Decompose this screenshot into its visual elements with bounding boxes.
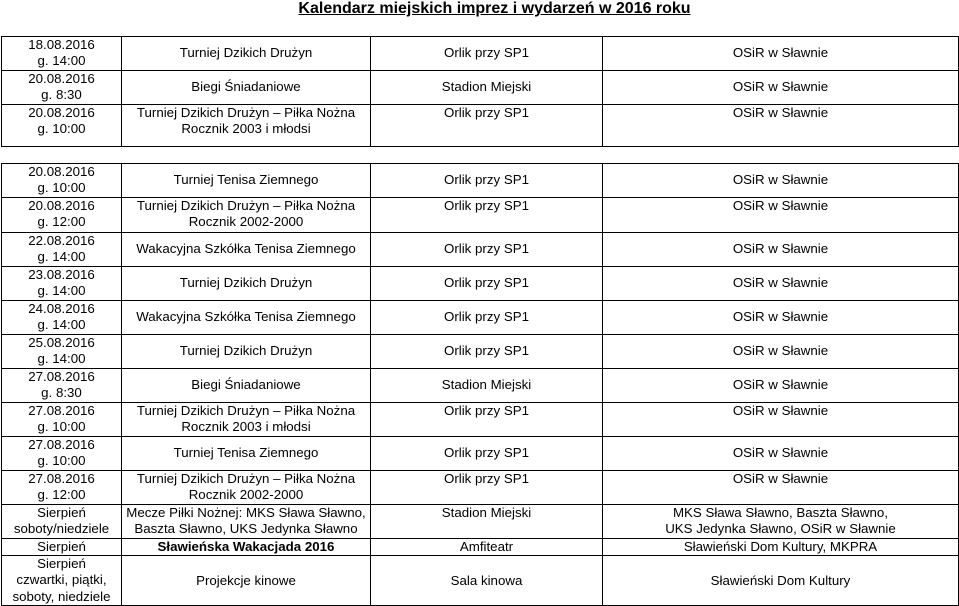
event-organizer: OSiR w Sławnie <box>732 105 829 120</box>
event-organizer: Sławieński Dom Kultury <box>710 572 851 588</box>
date-cell <box>2 471 122 505</box>
event-organizer-cell <box>603 233 959 267</box>
event-name: Biegi Śniadaniowe <box>191 377 301 393</box>
event-date: 24.08.2016 <box>28 301 95 316</box>
event-place: Orlik przy SP1 <box>444 105 529 120</box>
event-date: Sierpień <box>37 556 86 572</box>
event-name-cell <box>122 471 371 505</box>
event-name-cell <box>122 164 371 198</box>
event-name: Turniej Dzikich Drużyn – Piłka Nożna <box>136 471 356 486</box>
event-name: Baszta Sławno, UKS Jedynka Sławno <box>134 521 358 537</box>
date-cell <box>2 335 122 369</box>
event-name: Projekcje kinowe <box>196 572 296 588</box>
event-place-cell <box>371 267 603 301</box>
event-place: Orlik przy SP1 <box>444 309 529 325</box>
event-organizer: OSiR w Sławnie <box>732 343 829 359</box>
event-date: 18.08.2016 <box>28 37 95 52</box>
event-time: g. 14:00 <box>37 283 86 299</box>
event-name-cell <box>122 505 371 539</box>
event-place-cell <box>371 505 603 539</box>
group-spacer <box>2 147 959 164</box>
event-name-cell <box>122 556 371 606</box>
event-time: g. 14:00 <box>37 53 86 69</box>
date-cell <box>2 37 122 71</box>
table-row <box>2 301 959 335</box>
event-organizer-cell <box>603 164 959 198</box>
event-organizer: OSiR w Sławnie <box>732 241 829 257</box>
events-group-1 <box>2 37 959 147</box>
event-time: g. 10:00 <box>37 453 86 469</box>
date-cell <box>2 301 122 335</box>
event-name: Turniej Dzikich Drużyn – Piłka Nożna <box>136 403 356 418</box>
page-title: Kalendarz miejskich imprez i wydarzeń w 2016 roku <box>298 0 691 17</box>
table-row <box>2 403 959 437</box>
event-organizer-cell <box>603 471 959 505</box>
event-name-cell <box>122 437 371 471</box>
event-name: Turniej Dzikich Drużyn <box>179 45 313 61</box>
event-time: g. 12:00 <box>37 487 86 503</box>
table-row <box>2 164 959 198</box>
event-name: Rocznik 2003 i młodsi <box>181 121 311 137</box>
event-time: soboty, niedziele <box>12 588 111 604</box>
date-cell <box>2 198 122 233</box>
table-row <box>2 369 959 403</box>
event-place-cell <box>371 71 603 105</box>
event-place: Amfiteatr <box>459 539 514 554</box>
event-organizer-cell <box>603 105 959 147</box>
event-date: Sierpień <box>37 505 86 520</box>
table-row <box>2 105 959 147</box>
event-place: Orlik przy SP1 <box>444 45 529 61</box>
event-place-cell <box>371 233 603 267</box>
event-name-cell <box>122 105 371 147</box>
event-name-cell <box>122 233 371 267</box>
date-cell <box>2 505 122 539</box>
event-organizer: MKS Sława Sławno, Baszta Sławno, <box>672 505 889 520</box>
event-name: Turniej Dzikich Drużyn – Piłka Nożna <box>136 198 356 213</box>
event-name: Turniej Tenisa Ziemnego <box>173 172 319 188</box>
event-place: Sala kinowa <box>450 572 523 588</box>
event-date: 27.08.2016 <box>28 369 95 384</box>
event-place: Orlik przy SP1 <box>444 172 529 188</box>
event-organizer: OSiR w Sławnie <box>732 198 829 213</box>
event-date: Sierpień <box>37 539 86 554</box>
event-organizer: UKS Jedynka Sławno, OSiR w Sławnie <box>665 521 896 537</box>
event-place: Orlik przy SP1 <box>444 198 529 213</box>
event-organizer: OSiR w Sławnie <box>732 377 829 393</box>
event-organizer-cell <box>603 403 959 437</box>
event-name: Rocznik 2002-2000 <box>188 214 304 230</box>
event-name: Biegi Śniadaniowe <box>191 79 301 95</box>
event-place-cell <box>371 437 603 471</box>
table-row <box>2 198 959 233</box>
event-organizer-cell <box>603 505 959 539</box>
event-place-cell <box>371 403 603 437</box>
table-row <box>2 539 959 556</box>
event-name: Rocznik 2002-2000 <box>188 487 304 503</box>
event-organizer-cell <box>603 267 959 301</box>
event-name: Turniej Dzikich Drużyn – Piłka Nożna <box>136 105 356 120</box>
spacer-row <box>2 147 959 164</box>
date-cell <box>2 403 122 437</box>
date-cell <box>2 233 122 267</box>
event-name-cell <box>122 37 371 71</box>
table-row <box>2 437 959 471</box>
date-cell <box>2 164 122 198</box>
event-place-cell <box>371 105 603 147</box>
event-name-cell <box>122 403 371 437</box>
event-organizer-cell <box>603 556 959 606</box>
event-place: Stadion Miejski <box>441 505 532 520</box>
event-date: 27.08.2016 <box>28 437 95 452</box>
event-place-cell <box>371 539 603 556</box>
event-place-cell <box>371 301 603 335</box>
event-place-cell <box>371 335 603 369</box>
event-place-cell <box>371 37 603 71</box>
event-organizer-cell <box>603 71 959 105</box>
event-organizer-cell <box>603 539 959 556</box>
event-organizer: OSiR w Sławnie <box>732 79 829 95</box>
event-date: 27.08.2016 <box>28 403 95 418</box>
event-date: 20.08.2016 <box>28 198 95 213</box>
table-row <box>2 505 959 539</box>
event-organizer-cell <box>603 437 959 471</box>
table-row <box>2 267 959 301</box>
event-name-cell <box>122 71 371 105</box>
date-cell <box>2 105 122 147</box>
event-name: Wakacyjna Szkółka Tenisa Ziemnego <box>136 241 356 257</box>
event-organizer: OSiR w Sławnie <box>732 471 829 486</box>
event-time: g. 14:00 <box>37 249 86 265</box>
event-place-cell <box>371 369 603 403</box>
event-time: g. 14:00 <box>37 351 86 367</box>
event-time: g. 8:30 <box>41 385 82 401</box>
event-organizer: OSiR w Sławnie <box>732 45 829 61</box>
date-cell <box>2 556 122 606</box>
event-name: Wakacyjna Szkółka Tenisa Ziemnego <box>136 309 356 325</box>
event-time: g. 10:00 <box>37 419 86 435</box>
event-time: czwartki, piątki, <box>16 572 107 588</box>
event-name-cell <box>122 267 371 301</box>
event-place: Orlik przy SP1 <box>444 343 529 359</box>
event-place: Orlik przy SP1 <box>444 471 529 486</box>
event-name: Turniej Dzikich Drużyn <box>179 343 313 359</box>
event-organizer-cell <box>603 369 959 403</box>
event-name-cell <box>122 539 371 556</box>
event-organizer: OSiR w Sławnie <box>732 309 829 325</box>
event-date: 20.08.2016 <box>28 71 95 86</box>
date-cell <box>2 71 122 105</box>
event-place: Stadion Miejski <box>441 79 532 95</box>
date-cell <box>2 539 122 556</box>
event-organizer: OSiR w Sławnie <box>732 275 829 291</box>
table-row <box>2 71 959 105</box>
event-name: Mecze Piłki Nożnej: MKS Sława Sławno, <box>126 505 366 520</box>
event-organizer: OSiR w Sławnie <box>732 445 829 461</box>
event-time: g. 8:30 <box>41 87 82 103</box>
event-organizer-cell <box>603 335 959 369</box>
event-place: Orlik przy SP1 <box>444 445 529 461</box>
table-row <box>2 37 959 71</box>
table-row <box>2 556 959 606</box>
event-place: Orlik przy SP1 <box>444 275 529 291</box>
event-organizer: Sławieński Dom Kultury, MKPRA <box>683 539 878 554</box>
event-name: Turniej Tenisa Ziemnego <box>173 445 319 461</box>
event-date: 20.08.2016 <box>28 105 95 120</box>
event-name-cell <box>122 335 371 369</box>
event-time: g. 10:00 <box>37 180 86 196</box>
event-place-cell <box>371 471 603 505</box>
event-place-cell <box>371 164 603 198</box>
events-table <box>1 36 959 606</box>
event-place: Stadion Miejski <box>441 377 532 393</box>
event-date: 22.08.2016 <box>28 233 95 248</box>
event-date: 27.08.2016 <box>28 471 95 486</box>
event-name: Rocznik 2003 i młodsi <box>181 419 311 435</box>
event-organizer-cell <box>603 198 959 233</box>
date-cell <box>2 437 122 471</box>
event-date: 20.08.2016 <box>28 164 95 179</box>
table-row <box>2 471 959 505</box>
event-name-cell <box>122 198 371 233</box>
events-group-2 <box>2 164 959 606</box>
date-cell <box>2 267 122 301</box>
event-date: 23.08.2016 <box>28 267 95 282</box>
event-time: soboty/niedziele <box>13 521 110 537</box>
event-place: Orlik przy SP1 <box>444 241 529 257</box>
event-time: g. 10:00 <box>37 121 86 137</box>
event-time: g. 12:00 <box>37 214 86 230</box>
date-cell <box>2 369 122 403</box>
event-organizer-cell <box>603 37 959 71</box>
event-organizer-cell <box>603 301 959 335</box>
event-name-cell <box>122 301 371 335</box>
event-date: 25.08.2016 <box>28 335 95 350</box>
event-place-cell <box>371 556 603 606</box>
event-organizer: OSiR w Sławnie <box>732 403 829 418</box>
event-place: Orlik przy SP1 <box>444 403 529 418</box>
event-name: Turniej Dzikich Drużyn <box>179 275 313 291</box>
event-place-cell <box>371 198 603 233</box>
event-time: g. 14:00 <box>37 317 86 333</box>
event-organizer: OSiR w Sławnie <box>732 172 829 188</box>
table-row <box>2 233 959 267</box>
event-name: Sławieńska Wakacjada 2016 <box>157 539 335 554</box>
event-name-cell <box>122 369 371 403</box>
table-row <box>2 335 959 369</box>
